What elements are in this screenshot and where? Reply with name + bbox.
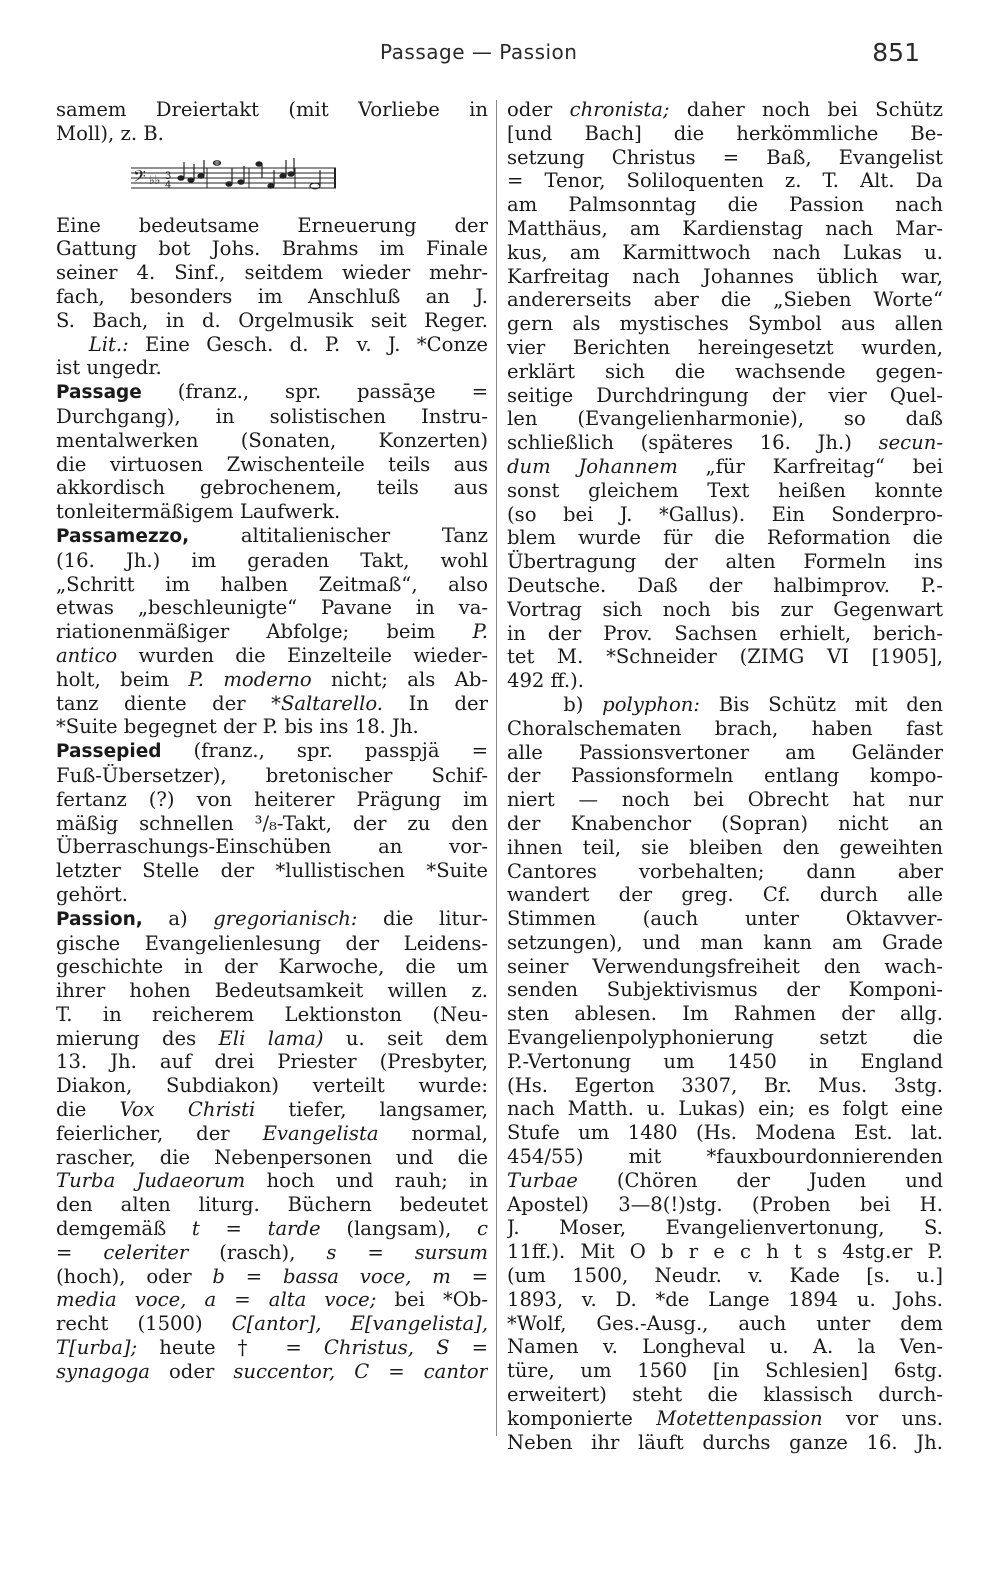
text-run: u. seit dem xyxy=(323,1026,488,1050)
text-line: alle Passionsvertoner am Geländer xyxy=(507,740,943,764)
text-line: senden Subjektivismus der Komponi- xyxy=(507,978,943,1002)
text-line: vier Berichten hereingesetzt wurden, xyxy=(507,335,943,359)
text-line: Übertragung der alten Formeln ins xyxy=(507,550,943,574)
text-line xyxy=(56,692,488,716)
text-line: ihrer hohen Bedeutsamkeit willen z. xyxy=(56,979,488,1003)
text-line: Durchgang), in solistischen Instru- xyxy=(56,404,488,428)
text-line: 1893, v. D. *de Lange 1894 u. Johs. xyxy=(507,1287,943,1311)
left-column xyxy=(56,98,488,1384)
text-line: *Wolf, Ges.-Ausg., auch unter dem xyxy=(507,1311,943,1335)
text-run: komponierte xyxy=(507,1406,657,1430)
headword-passamezzo: Passamezzo, xyxy=(56,525,190,547)
italic-run: chronista; xyxy=(569,98,670,121)
text-line: Stimmen (auch unter Oktavver- xyxy=(507,907,943,931)
text-line: gische Evangelienlesung der Leidens- xyxy=(56,931,488,955)
text-line: Fuß-Übersetzer), bretonischer Schif- xyxy=(56,763,488,787)
text-line: „Schritt im halben Zeitmaß“, also xyxy=(56,572,488,596)
italic-run: t = tarde xyxy=(191,1217,321,1241)
text-line: sonst gleichem Text heißen konnte xyxy=(507,478,943,502)
text-line xyxy=(56,1122,488,1146)
italic-run: P. xyxy=(472,620,488,644)
italic-run: synagoga xyxy=(56,1359,150,1383)
text-line: seiner Verwendungsfreiheit den wach- xyxy=(507,954,943,978)
entry-text: (franz., spr. passāʒe = xyxy=(141,380,488,404)
text-line: fertanz (?) von heiterer Prägung im xyxy=(56,787,488,811)
italic-run: secun- xyxy=(878,431,943,455)
text-line: (16. Jh.) im geraden Takt, wohl xyxy=(56,548,488,572)
svg-text:4: 4 xyxy=(165,179,172,191)
text-line xyxy=(56,644,488,668)
text-run: daher noch bei Schütz xyxy=(669,98,943,121)
text-run: oder xyxy=(150,1359,234,1383)
text-line: setzung Christus = Baß, Evangelist xyxy=(507,145,943,169)
text-line: 492 ff.). xyxy=(507,669,584,693)
text-run: (langsam), xyxy=(320,1217,478,1241)
text-line: = Tenor, Soliloquenten z. T. Alt. Da xyxy=(507,169,943,193)
text-line: Matthäus, am Kardienstag nach Mar- xyxy=(507,216,943,240)
right-column xyxy=(507,98,943,1454)
text-line: nach Matth. u. Lukas) ein; es folgt eine xyxy=(507,1097,943,1121)
text-line: samem Dreiertakt (mit Vorliebe in xyxy=(56,98,488,121)
text-run: (hoch), oder xyxy=(56,1264,213,1288)
text-line: seitige Durchdringung der vier Quel- xyxy=(507,383,943,407)
text-line xyxy=(56,1217,488,1241)
text-line: Gattung bot Johs. Brahms im Finale xyxy=(56,237,488,261)
text-run: oder xyxy=(507,98,570,121)
text-line xyxy=(56,1169,488,1193)
text-line xyxy=(507,1407,943,1431)
running-head: Passage — Passion xyxy=(380,40,578,64)
entry-text: (franz., spr. passpjä = xyxy=(161,739,488,763)
text-line: P.-Vertonung um 1450 in England xyxy=(507,1049,943,1073)
text-line: sten ablesen. Im Rahmen der allg. xyxy=(507,1002,943,1026)
text-line: Cantores vorbehalten; dann aber xyxy=(507,859,943,883)
italic-run: gregorianisch: xyxy=(213,906,358,930)
text-line: die virtuosen Zwischenteile teils aus xyxy=(56,452,488,476)
text-run: schließlich (späteres 16. Jh.) xyxy=(507,431,879,455)
text-line: 13. Jh. auf drei Priester (Presbyter, xyxy=(56,1050,488,1074)
italic-run: dum Johannem xyxy=(507,454,678,478)
text-line: blem wurde für die Reformation die xyxy=(507,526,943,550)
text-line: 11ff.). Mit O b r e c h t s 4stg.er P. xyxy=(507,1240,943,1264)
text-run: a) xyxy=(142,906,214,930)
text-run: riationenmäßiger Abfolge; beim xyxy=(56,620,473,644)
text-run: recht (1500) xyxy=(56,1312,232,1336)
text-line xyxy=(507,455,943,479)
text-line xyxy=(56,1241,488,1265)
text-line: mentalwerken (Sonaten, Konzerten) xyxy=(56,428,488,452)
text-line: setzungen), und man kann am Grade xyxy=(507,930,943,954)
text-line: der Knabenchor (Sopran) nicht an xyxy=(507,811,943,835)
text-line: Choralschematen brach, haben fast xyxy=(507,716,943,740)
entry-passamezzo-first-line xyxy=(56,524,488,549)
text-run: nicht; als Ab- xyxy=(311,667,488,691)
text-run: b) xyxy=(563,692,603,716)
italic-run: polyphon: xyxy=(602,692,701,716)
text-line: rascher, die Nebenpersonen und die xyxy=(56,1145,488,1169)
text-line: etwas „beschleunigte“ Pavane in va- xyxy=(56,596,488,620)
text-line: Eine bedeutsame Erneuerung der xyxy=(56,213,488,237)
italic-run: Turba Judaeorum xyxy=(56,1169,246,1193)
text-line: gern als mystisches Symbol aus allen xyxy=(507,312,943,336)
text-line: Evangelienpolyphonierung setzt die xyxy=(507,1026,943,1050)
text-run: die xyxy=(56,1098,120,1122)
text-line: akkordisch gebrochenem, teils aus xyxy=(56,476,488,500)
italic-run: s = sursum xyxy=(326,1240,488,1264)
italic-run: Christus, S = xyxy=(323,1336,488,1360)
text-line: 454/55) mit *fauxbourdonnierenden xyxy=(507,1145,943,1169)
text-line xyxy=(56,668,488,692)
text-line xyxy=(56,1027,488,1051)
text-line: T. in reicherem Lektionston (Neu- xyxy=(56,1002,488,1026)
italic-run: Motettenpassion xyxy=(656,1406,823,1430)
italic-run: Saltarello. xyxy=(280,691,384,715)
text-line: Namen v. Longheval u. A. la Ven- xyxy=(507,1335,943,1359)
italic-run: Vox Christi xyxy=(119,1098,256,1122)
headword-passion: Passion, xyxy=(56,908,143,930)
text-line xyxy=(507,1169,943,1193)
text-line xyxy=(56,1336,488,1360)
text-line: am Palmsonntag die Passion nach xyxy=(507,193,943,217)
headword-passage: Passage xyxy=(56,382,142,404)
italic-run: c xyxy=(477,1217,488,1241)
text-run: heute † = xyxy=(137,1336,324,1360)
text-line xyxy=(56,1360,488,1384)
text-line: Deutsche. Daß der halbimprov. P.- xyxy=(507,573,943,597)
text-run: In der xyxy=(383,691,488,715)
text-line: seiner 4. Sinf., seitdem wieder mehr- xyxy=(56,261,488,285)
text-line: erweitert) steht die klassisch durch- xyxy=(507,1383,943,1407)
text-line: türe, um 1560 [in Schlesien] 6stg. xyxy=(507,1359,943,1383)
text-line xyxy=(507,98,943,122)
text-line: kus, am Karmittwoch nach Lukas u. xyxy=(507,240,943,264)
text-line: geschichte in der Karwoche, die um xyxy=(56,955,488,979)
italic-run: antico xyxy=(56,643,118,667)
text-line: Moll), z. B. xyxy=(56,121,164,145)
italic-run: Turbae xyxy=(507,1168,578,1192)
text-line xyxy=(56,333,488,357)
italic-run: b = bassa voce, m = xyxy=(212,1264,488,1288)
italic-run: Eli lama) xyxy=(218,1026,324,1050)
text-line: Stufe um 1480 (Hs. Modena Est. lat. xyxy=(507,1121,943,1145)
text-line: (Hs. Egerton 3307, Br. Mus. 3stg. xyxy=(507,1073,943,1097)
italic-run: media voce, a = alta voce; xyxy=(56,1288,377,1312)
text-line xyxy=(507,693,943,717)
text-run: vor uns. xyxy=(822,1406,943,1430)
text-run: die litur- xyxy=(357,906,488,930)
text-line: in der Prov. Sachsen erhielt, berich- xyxy=(507,621,943,645)
italic-run: succentor, C = cantor xyxy=(233,1359,488,1383)
text-line: fach, besonders im Anschluß an J. xyxy=(56,284,488,308)
text-line: Überraschungs-Einschüben an vor- xyxy=(56,835,488,859)
text-line: [und Bach] die herkömmliche Be- xyxy=(507,121,943,145)
text-line: gehört. xyxy=(56,882,129,906)
text-line: wandert der greg. Cf. durch alle xyxy=(507,883,943,907)
svg-text:♭♭: ♭♭ xyxy=(149,172,161,187)
text-line xyxy=(56,1098,488,1122)
text-line: J. Moser, Evangelienvertonung, S. xyxy=(507,1216,943,1240)
column-divider xyxy=(496,100,497,1436)
entry-passage-first-line xyxy=(56,380,488,405)
text-run: wurden die Einzelteile wieder- xyxy=(117,643,488,667)
text-line: mäßig schnellen ³/₈-Takt, der zu den xyxy=(56,811,488,835)
text-line: len (Evangelienharmonie), so daß xyxy=(507,407,943,431)
text-line: (um 1500, Neudr. v. Kade [s. u.] xyxy=(507,1264,943,1288)
text-run: hoch und rauh; in xyxy=(245,1169,488,1193)
svg-text:3: 3 xyxy=(165,170,172,182)
page-number: 851 xyxy=(872,38,920,67)
text-line: tet M. *Schneider (ZIMG VI [1905], xyxy=(507,645,943,669)
text-line: ihnen teil, sie bleiben den geweihten xyxy=(507,835,943,859)
text-run: Bis Schütz mit den xyxy=(700,692,943,716)
italic-run: Evangelista xyxy=(262,1121,379,1145)
text-line: andererseits aber die „Sieben Worte“ xyxy=(507,288,943,312)
text-line: Vortrag sich noch bis zur Gegenwart xyxy=(507,597,943,621)
text-line xyxy=(56,620,488,644)
entry-passepied-first-line xyxy=(56,739,488,764)
text-run: mierung des xyxy=(56,1026,219,1050)
text-run: tiefer, langsamer, xyxy=(255,1098,488,1122)
text-line xyxy=(56,1288,488,1312)
text-run: (rasch), xyxy=(188,1240,327,1264)
text-run: holt, beim xyxy=(56,667,189,691)
text-run: normal, xyxy=(378,1121,488,1145)
entry-text: altitalienischer Tanz xyxy=(189,523,488,547)
text-line: den alten liturg. Büchern bedeutet xyxy=(56,1193,488,1217)
italic-run: T[urba]; xyxy=(56,1336,138,1360)
text-line: S. Bach, in d. Orgelmusik seit Reger. xyxy=(56,308,488,332)
text-line: der Passionsformeln entlang kompo- xyxy=(507,764,943,788)
text-line: niert — noch bei Obrecht hat nur xyxy=(507,788,943,812)
text-line: tonleitermäßigem Laufwerk. xyxy=(56,500,341,524)
text-line: letzter Stelle der *lullistischen *Suite xyxy=(56,859,488,883)
music-staff-graphic xyxy=(131,154,341,204)
text-line: (so bei J. *Gallus). Ein Sonderpro- xyxy=(507,502,943,526)
text-line: *Suite begegnet der P. bis ins 18. Jh. xyxy=(56,715,419,739)
svg-text:𝄢: 𝄢 xyxy=(133,165,146,190)
text-line xyxy=(56,1312,488,1336)
text-line: erklärt sich die wachsende gegen- xyxy=(507,359,943,383)
text-line: Diakon, Subdiakon) verteilt wurde: xyxy=(56,1074,488,1098)
music-notation-example xyxy=(56,154,488,204)
text-line xyxy=(507,431,943,455)
text-run: bei *Ob- xyxy=(376,1288,488,1312)
text-line: Apostel) 3—8(!)stg. (Proben bei H. xyxy=(507,1192,943,1216)
text-line xyxy=(56,1265,488,1289)
lit-label: Lit.: xyxy=(88,332,129,356)
italic-run: C[antor], E[vangelista], xyxy=(231,1312,488,1336)
entry-passion-first-line xyxy=(56,907,488,932)
italic-run: = celeriter xyxy=(56,1240,189,1264)
text-run: „für Karfreitag“ bei xyxy=(677,454,943,478)
text-run: tanz diente der * xyxy=(56,691,281,715)
italic-run: P. moderno xyxy=(188,667,312,691)
text-run: demgemäß xyxy=(56,1217,192,1241)
headword-passepied: Passepied xyxy=(56,741,162,763)
text-line: ist ungedr. xyxy=(56,356,162,380)
text-line: Neben ihr läuft durchs ganze 16. Jh. xyxy=(507,1430,943,1454)
text-run: feierlicher, der xyxy=(56,1121,263,1145)
text-run: (Chören der Juden und xyxy=(577,1168,943,1192)
text-line: Karfreitag nach Johannes üblich war, xyxy=(507,264,943,288)
lit-text: Eine Gesch. d. P. v. J. *Conze xyxy=(128,332,488,356)
